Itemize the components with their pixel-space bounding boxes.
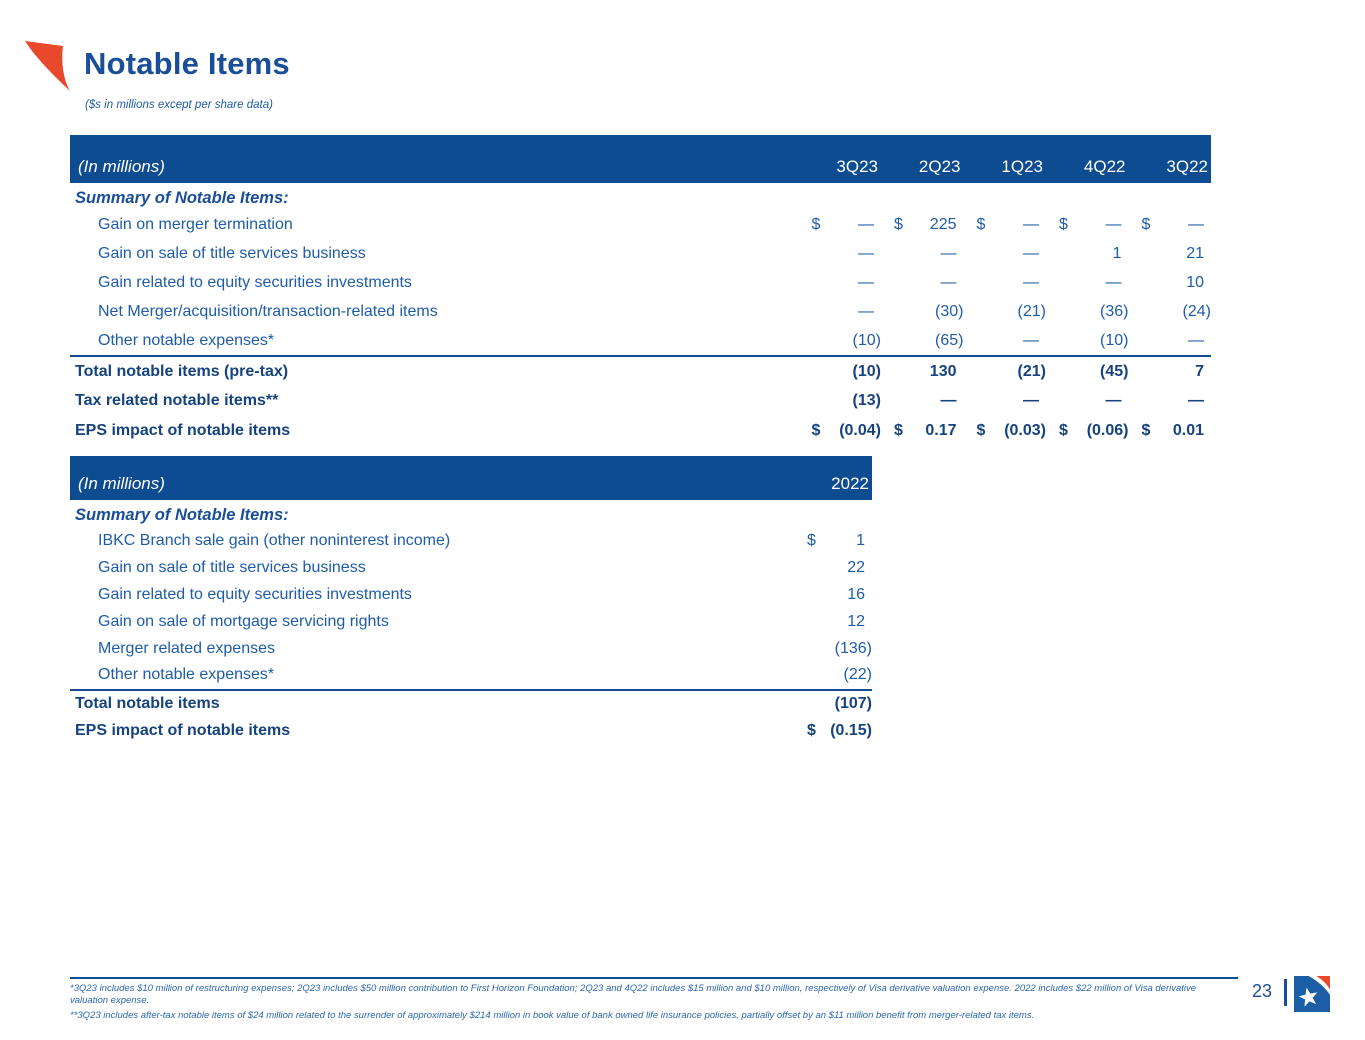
row-label: Other notable expenses*: [98, 331, 275, 349]
table-row: [70, 326, 1211, 355]
value-cell: $ 1: [807, 532, 865, 550]
value-cell: $ —: [811, 216, 874, 234]
table-row: [70, 608, 872, 635]
table-row: [70, 240, 1211, 269]
value-cell: —: [1023, 245, 1039, 263]
value-cell: $ (0.06): [1059, 421, 1129, 439]
row-label: Gain related to equity securities investments: [98, 585, 412, 603]
page-title: Notable Items: [84, 46, 290, 81]
row-label: EPS impact of notable items: [75, 421, 291, 439]
row-label: Tax related notable items**: [75, 392, 279, 410]
row-label: Gain on sale of mortgage servicing rights: [98, 612, 389, 630]
value-cell: 12: [847, 612, 865, 630]
table-row: [70, 528, 872, 555]
units-label: (In millions): [78, 474, 165, 493]
value-cell: $ (0.03): [976, 421, 1046, 439]
column-header-1q23: 1Q23: [1001, 157, 1043, 176]
column-header-2022: 2022: [831, 474, 869, 493]
table-row-tax-items: [70, 386, 1211, 416]
notable-items-quarterly-table: [70, 135, 1211, 445]
table-row-total: [70, 691, 872, 718]
page-number: 23: [1252, 981, 1273, 1001]
value-cell: (24): [1182, 302, 1211, 320]
column-header-3q23: 3Q23: [836, 157, 878, 176]
value-cell: 7: [1195, 362, 1204, 380]
row-label: Gain on sale of title services business: [98, 559, 366, 577]
value-cell: 10: [1186, 273, 1204, 291]
value-cell: —: [940, 245, 957, 263]
section-label: Summary of Notable Items:: [75, 189, 289, 207]
section-label: Summary of Notable Items:: [75, 506, 289, 524]
value-cell: (21): [1017, 302, 1046, 320]
value-cell: 1: [1112, 245, 1122, 263]
value-cell: (22): [843, 666, 872, 684]
value-cell: (136): [834, 639, 872, 657]
value-cell: 16: [847, 585, 865, 603]
page-number-divider: [1284, 979, 1287, 1006]
value-cell: —: [1023, 331, 1039, 349]
row-label: EPS impact of notable items: [75, 722, 291, 740]
value-cell: (107): [834, 695, 872, 713]
value-cell: —: [1105, 392, 1122, 410]
table-row: [70, 635, 872, 662]
column-header-4q22: 4Q22: [1083, 157, 1126, 176]
value-cell: (45): [1100, 362, 1129, 380]
footnotes: [70, 977, 1238, 1024]
row-label: Gain on sale of title services business: [98, 245, 366, 263]
value-cell: (10): [1100, 331, 1129, 349]
table-header-bar: [70, 456, 872, 500]
value-cell: (36): [1100, 302, 1129, 320]
value-cell: —: [858, 245, 874, 263]
table-row: [70, 582, 872, 609]
value-cell: —: [1105, 273, 1122, 291]
row-label: Gain related to equity securities investments: [98, 273, 412, 291]
table-row-total-pretax: [70, 357, 1211, 387]
value-cell: (65): [935, 331, 964, 349]
table-row: [70, 211, 1211, 240]
units-label: (In millions): [78, 157, 165, 176]
value-cell: $ (0.04): [811, 421, 881, 439]
footnote-2: **3Q23 includes after-tax notable items of $24 million related to the surrender of approximately $214 million in book value of bank owned life insurance policies, partially offset by an $11 million benefit from merger-related tax items.: [70, 1009, 1035, 1021]
table-row: [70, 297, 1211, 326]
value-cell: $ 0.01: [1141, 421, 1204, 439]
value-cell: 130: [929, 362, 957, 380]
value-cell: —: [1023, 273, 1039, 291]
value-cell: $ 0.17: [894, 421, 957, 439]
value-cell: $ 225: [894, 216, 957, 234]
value-cell: $ (0.15): [807, 722, 872, 740]
value-cell: —: [1188, 392, 1204, 410]
value-cell: $ —: [1059, 216, 1122, 234]
table-row: [70, 269, 1211, 298]
first-horizon-logo: [1294, 976, 1330, 1012]
column-header-3q22: 3Q22: [1166, 157, 1208, 176]
value-cell: $ —: [976, 216, 1039, 234]
value-cell: —: [858, 302, 874, 320]
row-label: Net Merger/acquisition/transaction-related items: [98, 302, 438, 320]
value-cell: —: [940, 392, 957, 410]
value-cell: (13): [852, 392, 881, 410]
value-cell: —: [1188, 331, 1204, 349]
value-cell: (10): [852, 331, 881, 349]
table-row-eps-impact: [70, 718, 872, 745]
value-cell: (21): [1017, 362, 1046, 380]
page-subtitle: ($s in millions except per share data): [85, 99, 273, 111]
row-label: Other notable expenses*: [98, 666, 275, 684]
table-row: [70, 662, 872, 689]
row-label: Gain on merger termination: [98, 216, 293, 234]
value-cell: 21: [1186, 245, 1204, 263]
table-header-bar: [70, 135, 1211, 183]
value-cell: —: [940, 273, 957, 291]
value-cell: $ —: [1141, 216, 1204, 234]
table-row: [70, 555, 872, 582]
value-cell: (30): [935, 302, 964, 320]
value-cell: (10): [852, 362, 881, 380]
table-row-eps-impact: [70, 416, 1211, 446]
value-cell: —: [1023, 392, 1039, 410]
row-label: IBKC Branch sale gain (other noninterest income): [98, 532, 451, 550]
row-label: Merger related expenses: [98, 639, 275, 657]
row-label: Total notable items (pre-tax): [75, 362, 289, 380]
horizon-swoosh-icon: [25, 41, 71, 93]
footnote-1: *3Q23 includes $10 million of restructuring expenses; 2Q23 includes $50 million contribution to First Horizon Foundation; 2Q23 and 4Q22 includes $15 million and $10 million, respectively of Visa derivative valuation expense. 2022 includes $22 million of Visa derivative valuation expense.: [70, 983, 1197, 1007]
column-header-2q23: 2Q23: [918, 157, 961, 176]
value-cell: —: [858, 273, 874, 291]
row-label: Total notable items: [75, 695, 220, 713]
value-cell: 22: [847, 559, 865, 577]
notable-items-annual-table: [70, 456, 872, 745]
